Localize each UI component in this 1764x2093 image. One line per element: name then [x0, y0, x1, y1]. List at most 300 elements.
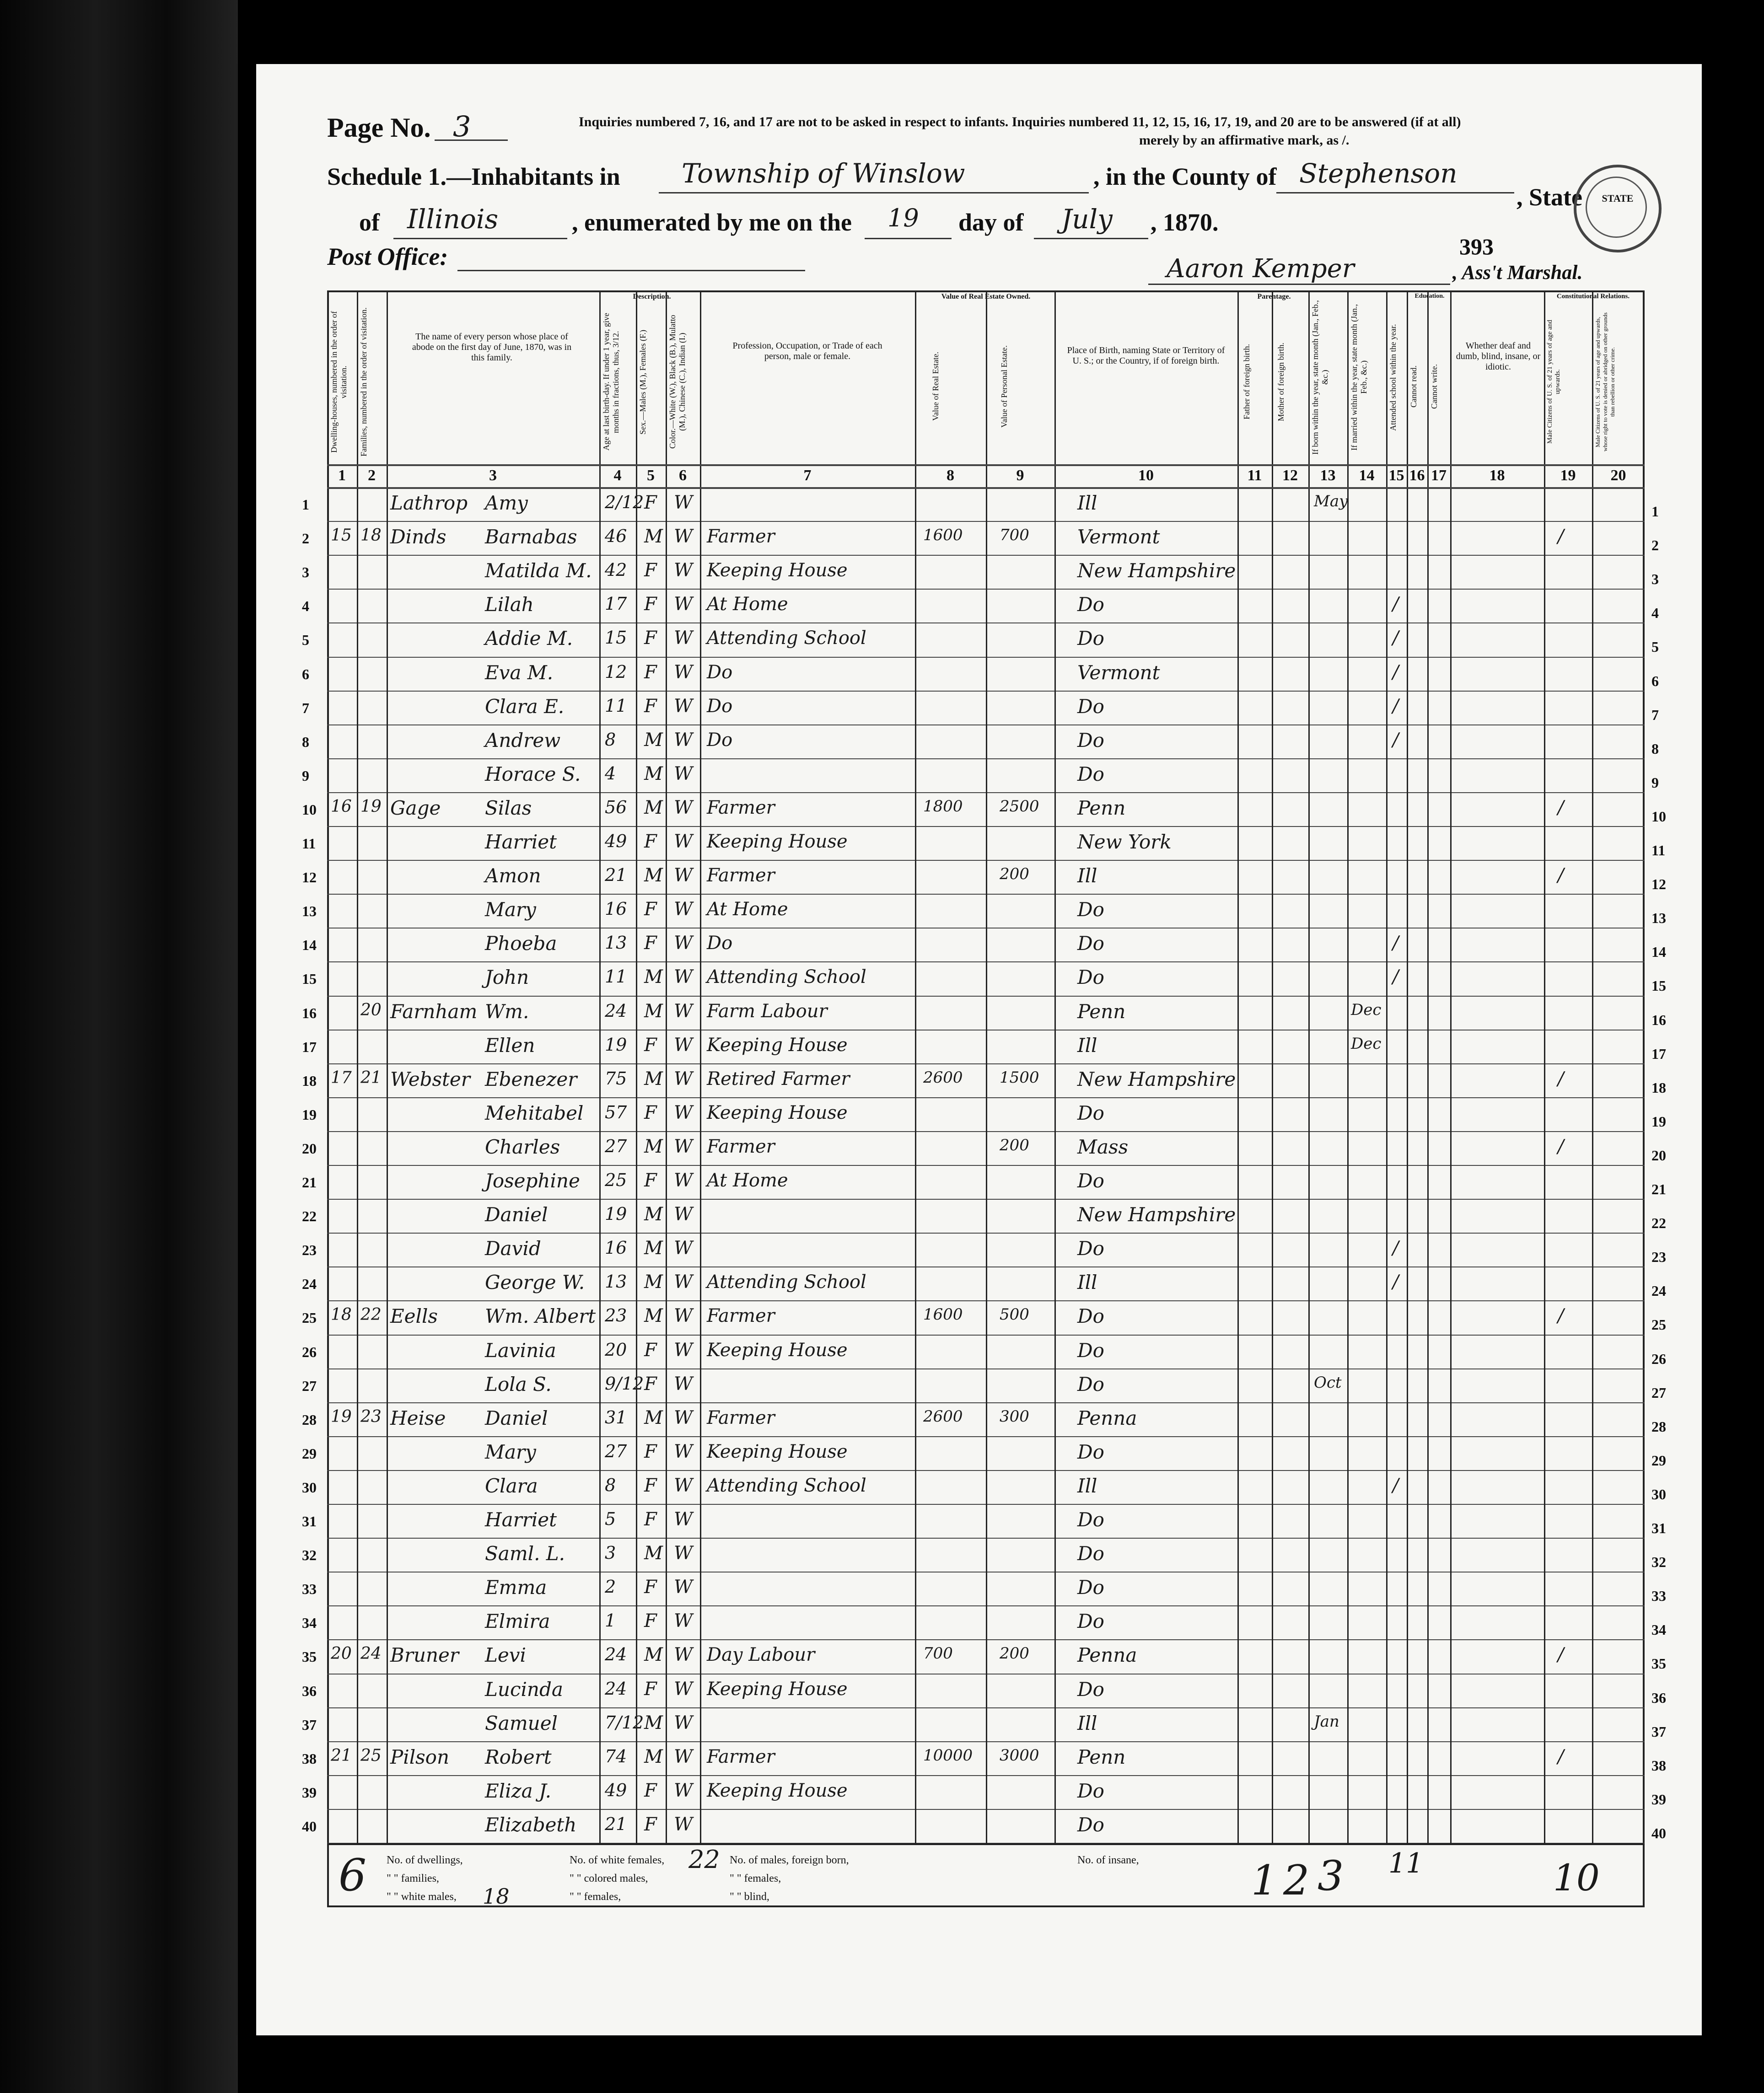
age: 49: [605, 1780, 627, 1800]
sex: F: [644, 560, 657, 581]
sex: F: [644, 492, 657, 513]
line-number-left: 29: [302, 1445, 317, 1462]
dwelling-number: 15: [331, 526, 352, 545]
line-number-left: 33: [302, 1581, 317, 1598]
column-number-17: 17: [1431, 467, 1447, 484]
age: 46: [605, 526, 627, 547]
occupation: Farmer: [707, 526, 775, 547]
age: 56: [605, 797, 627, 817]
birthplace: Ill: [1077, 1271, 1097, 1294]
line-number-right: 13: [1651, 910, 1666, 927]
given-name: John: [485, 966, 529, 989]
given-name: Lilah: [485, 593, 534, 616]
occupation: At Home: [707, 899, 788, 920]
color: W: [674, 1407, 693, 1428]
birthplace: Ill: [1077, 492, 1097, 514]
given-name: George W.: [485, 1271, 585, 1294]
given-name: Ebenezer: [485, 1068, 577, 1090]
col-header-sex: Sex.—Males (M.), Females (F.): [638, 329, 647, 435]
family-number: 22: [360, 1305, 382, 1325]
real-estate-value: 2600: [923, 1068, 963, 1087]
sex: M: [644, 966, 663, 988]
birthplace: New Hampshire: [1077, 1203, 1236, 1226]
age: 21: [605, 1814, 627, 1834]
color: W: [674, 492, 693, 513]
sex: M: [644, 797, 663, 818]
line-number-left: 25: [302, 1309, 317, 1326]
attended-school-mark: /: [1393, 628, 1399, 649]
of-label: of: [359, 209, 380, 236]
column-divider: [599, 290, 601, 1843]
instructions-line-1: Inquiries numbered 7, 16, and 17 are not to be asked in respect to infants. Inquiries numbered 11, 12, 15, 16, 17, 19, and 20 are to be answered (if at all): [579, 114, 1461, 129]
real-estate-value: 1600: [923, 1305, 963, 1324]
column-number-6: 6: [679, 467, 687, 484]
color: W: [674, 1170, 693, 1191]
dwelling-number: 18: [331, 1305, 352, 1325]
line-number-left: 5: [302, 632, 309, 649]
column-divider: [357, 290, 358, 1843]
col-header-constitutional: Constitutional Relations.: [1556, 293, 1630, 300]
line-number-right: 1: [1651, 503, 1659, 520]
line-number-left: 32: [302, 1547, 317, 1564]
birthplace: Do: [1077, 1678, 1104, 1701]
col-header-personal-estate: Value of Personal Estate.: [1000, 345, 1009, 428]
color: W: [674, 1543, 693, 1564]
occupation: Farmer: [707, 1136, 775, 1157]
given-name: Eliza J.: [485, 1779, 551, 1802]
occupation: Attending School: [707, 628, 866, 649]
given-name: Robert: [485, 1745, 552, 1768]
age: 24: [605, 1678, 627, 1699]
line-number-left: 10: [302, 801, 317, 818]
color: W: [674, 1136, 693, 1157]
age: 1: [605, 1610, 616, 1631]
line-number-left: 21: [302, 1174, 317, 1191]
header-divider: [327, 487, 1645, 489]
age: 25: [605, 1170, 627, 1190]
line-number-right: 27: [1651, 1384, 1666, 1401]
occupation: Day Labour: [707, 1644, 815, 1666]
age: 74: [605, 1746, 627, 1766]
line-number-right: 17: [1651, 1045, 1666, 1062]
col-header-education: Education.: [1414, 293, 1445, 300]
line-number-left: 22: [302, 1208, 317, 1225]
male-citizen-mark: /: [1558, 865, 1564, 886]
footer-families-label: " " families,: [387, 1873, 439, 1884]
personal-estate-value: 200: [1000, 1136, 1029, 1154]
line-number-right: 7: [1651, 706, 1659, 723]
line-number-left: 1: [302, 496, 309, 513]
age: 49: [605, 831, 627, 851]
footer-tally-mother-foreign: 2: [1283, 1857, 1310, 1905]
birthplace: Do: [1077, 1440, 1104, 1463]
sex: F: [644, 1373, 657, 1395]
age: 57: [605, 1102, 627, 1122]
column-divider: [1544, 290, 1545, 1843]
birthplace: Do: [1077, 1101, 1104, 1124]
occupation: Farmer: [707, 1407, 775, 1428]
birthplace: Penn: [1077, 1000, 1126, 1023]
line-number-left: 6: [302, 665, 309, 682]
male-citizen-mark: /: [1558, 1746, 1564, 1767]
occupation: Do: [707, 695, 733, 717]
color: W: [674, 1272, 693, 1293]
line-number-right: 6: [1651, 672, 1659, 689]
birthplace: Do: [1077, 1542, 1104, 1565]
age: 2/12: [605, 492, 644, 512]
column-number-10: 10: [1138, 467, 1154, 484]
birthplace: Do: [1077, 627, 1104, 650]
birthplace: Do: [1077, 966, 1104, 989]
birthplace: Do: [1077, 1779, 1104, 1802]
male-citizen-mark: /: [1558, 526, 1564, 547]
birthplace: Do: [1077, 729, 1104, 751]
real-estate-value: 700: [923, 1644, 953, 1663]
col-header-vote-denied: Male Citizens of U. S. of 21 years of age and upwards, whose right to vote is denied or abridged on other grounds than rebellion or other crime.: [1594, 312, 1616, 451]
birthplace: Do: [1077, 1305, 1104, 1328]
color: W: [674, 933, 693, 954]
color: W: [674, 1678, 693, 1700]
surname: Lathrop: [390, 492, 468, 514]
age: 19: [605, 1034, 627, 1055]
attended-school-mark: /: [1393, 695, 1399, 717]
real-estate-value: 1800: [923, 797, 963, 816]
age: 27: [605, 1441, 627, 1461]
footer-white-males-value: 18: [483, 1884, 510, 1909]
born-within-year-month: Oct: [1314, 1373, 1342, 1392]
occupation: At Home: [707, 1170, 788, 1191]
column-number-19: 19: [1560, 467, 1576, 484]
column-divider: [1427, 290, 1429, 1843]
column-number-20: 20: [1610, 467, 1626, 484]
occupation: Farmer: [707, 1305, 775, 1327]
column-number-4: 4: [613, 467, 622, 484]
line-number-left: 20: [302, 1140, 317, 1157]
day-value: 19: [887, 204, 919, 232]
column-divider: [1237, 290, 1239, 1843]
column-number-15: 15: [1388, 467, 1404, 484]
col-header-birthplace: Place of Birth, naming State or Territory of U. S.; or the Country, if of foreign birth.: [1067, 345, 1225, 366]
age: 75: [605, 1068, 627, 1089]
age: 27: [605, 1136, 627, 1156]
given-name: Saml. L.: [485, 1542, 565, 1565]
real-estate-value: 1600: [923, 526, 963, 545]
given-name: Samuel: [485, 1712, 558, 1734]
surname: Gage: [390, 796, 441, 819]
color: W: [674, 594, 693, 615]
birthplace: Do: [1077, 932, 1104, 955]
line-number-left: 28: [302, 1411, 317, 1428]
line-number-right: 25: [1651, 1316, 1666, 1333]
age: 15: [605, 628, 627, 648]
personal-estate-value: 500: [1000, 1305, 1029, 1324]
line-number-right: 38: [1651, 1757, 1666, 1774]
line-number-right: 30: [1651, 1486, 1666, 1503]
column-divider: [986, 290, 987, 1843]
dwelling-number: 17: [331, 1068, 352, 1087]
color: W: [674, 1475, 693, 1496]
line-number-right: 5: [1651, 639, 1659, 655]
occupation: Farmer: [707, 797, 775, 818]
line-number-right: 28: [1651, 1418, 1666, 1435]
color: W: [674, 1373, 693, 1395]
column-divider: [1592, 290, 1593, 1843]
col-header-dwelling: Dwelling-houses, numbered in the order of visitation.: [329, 311, 348, 453]
column-number-13: 13: [1320, 467, 1336, 484]
given-name: Emma: [485, 1576, 547, 1599]
birthplace: Do: [1077, 1373, 1104, 1395]
year-label: , 1870.: [1151, 209, 1219, 236]
col-header-cannot-read: Cannot read.: [1409, 365, 1418, 408]
attended-school-mark: /: [1393, 661, 1399, 683]
line-number-left: 13: [302, 903, 317, 920]
line-number-right: 18: [1651, 1079, 1666, 1096]
given-name: Wm.: [485, 1000, 529, 1023]
line-number-left: 7: [302, 699, 309, 716]
sex: F: [644, 1509, 657, 1530]
line-number-right: 2: [1651, 537, 1659, 554]
age: 11: [605, 966, 627, 987]
given-name: Addie M.: [485, 627, 573, 650]
col-header-name: The name of every person whose place of abode on the first day of June, 1870, was in this family.: [412, 332, 572, 363]
line-number-left: 4: [302, 598, 309, 615]
footer-tally-father-foreign: 1: [1251, 1857, 1278, 1905]
column-divider: [387, 290, 388, 1843]
sex: F: [644, 1678, 657, 1700]
color: W: [674, 628, 693, 649]
footer-tally-male-citizens: 10: [1553, 1857, 1600, 1899]
sex: M: [644, 1238, 663, 1259]
col-header-real-estate: Value of Real Estate.: [931, 352, 940, 421]
age: 8: [605, 1475, 616, 1495]
line-number-right: 16: [1651, 1011, 1666, 1028]
line-number-right: 15: [1651, 977, 1666, 994]
birthplace: Do: [1077, 1339, 1104, 1362]
age: 17: [605, 594, 627, 614]
age: 11: [605, 695, 627, 716]
occupation: Keeping House: [707, 560, 848, 581]
color: W: [674, 1441, 693, 1462]
archive-stamp: [1574, 165, 1662, 252]
given-name: Harriet: [485, 1508, 557, 1531]
line-number-left: 30: [302, 1479, 317, 1496]
column-divider: [1054, 290, 1056, 1843]
line-number-left: 35: [302, 1648, 317, 1665]
column-divider: [1407, 290, 1408, 1843]
census-footer: [327, 1843, 1645, 1909]
stamp-number: 393: [1459, 234, 1494, 259]
age: 20: [605, 1339, 627, 1360]
color: W: [674, 797, 693, 818]
stamp-label: STATE: [1602, 193, 1634, 204]
color: W: [674, 831, 693, 852]
color: W: [674, 763, 693, 784]
line-number-right: 33: [1651, 1588, 1666, 1605]
personal-estate-value: 200: [1000, 865, 1029, 884]
given-name: Mary: [485, 898, 536, 921]
line-number-right: 14: [1651, 944, 1666, 961]
line-number-right: 31: [1651, 1520, 1666, 1536]
surname: Dinds: [390, 526, 446, 548]
sex: F: [644, 661, 657, 683]
footer-tally-born-within-year: 3: [1318, 1852, 1344, 1900]
sex: F: [644, 1814, 657, 1835]
sex: M: [644, 1712, 663, 1733]
male-citizen-mark: /: [1558, 1644, 1564, 1666]
col-header-value: Value of Real Estate Owned.: [941, 293, 1031, 301]
family-number: 23: [360, 1407, 382, 1426]
occupation: Attending School: [707, 1272, 866, 1293]
birthplace: Penn: [1077, 796, 1126, 819]
sex: F: [644, 695, 657, 717]
line-number-left: 31: [302, 1513, 317, 1530]
column-number-11: 11: [1247, 467, 1262, 484]
age: 8: [605, 729, 616, 750]
given-name: Josephine: [485, 1170, 580, 1192]
occupation: Do: [707, 729, 733, 751]
born-within-year-month: Jan: [1314, 1712, 1339, 1731]
color: W: [674, 560, 693, 581]
given-name: Amon: [485, 864, 541, 887]
age: 31: [605, 1407, 627, 1428]
line-number-right: 34: [1651, 1621, 1666, 1638]
line-number-right: 4: [1651, 605, 1659, 622]
occupation: Keeping House: [707, 831, 848, 852]
col-header-family: Families, numbered in the order of visitation.: [359, 307, 368, 456]
attended-school-mark: /: [1393, 933, 1399, 954]
header-divider: [327, 464, 1645, 466]
dwelling-number: 16: [331, 797, 352, 816]
line-number-right: 9: [1651, 774, 1659, 791]
line-number-right: 21: [1651, 1181, 1666, 1197]
given-name: Lucinda: [485, 1678, 563, 1701]
personal-estate-value: 1500: [1000, 1068, 1039, 1087]
married-within-year-month: Dec: [1351, 1034, 1382, 1053]
given-name: Matilda M.: [485, 559, 592, 582]
sex: F: [644, 831, 657, 852]
given-name: Ellen: [485, 1034, 535, 1057]
col-header-attended-school: Attended school within the year.: [1388, 324, 1398, 431]
occupation: Keeping House: [707, 1678, 848, 1700]
county-value: Stephenson: [1299, 158, 1457, 189]
line-number-right: 39: [1651, 1791, 1666, 1808]
given-name: Charles: [485, 1135, 560, 1158]
family-number: 25: [360, 1746, 382, 1765]
column-number-2: 2: [368, 467, 376, 484]
column-divider: [1450, 290, 1452, 1843]
line-number-left: 36: [302, 1682, 317, 1699]
instructions-line-2: merely by an affirmative mark, as /.: [1139, 133, 1350, 148]
color: W: [674, 1509, 693, 1530]
given-name: David: [485, 1237, 541, 1260]
color: W: [674, 899, 693, 920]
color: W: [674, 1204, 693, 1225]
color: W: [674, 1000, 693, 1022]
sex: M: [644, 763, 663, 784]
birthplace: New York: [1077, 831, 1172, 853]
occupation: At Home: [707, 594, 788, 615]
color: W: [674, 1238, 693, 1259]
male-citizen-mark: /: [1558, 797, 1564, 818]
line-number-left: 15: [302, 971, 317, 987]
family-number: 18: [360, 526, 382, 545]
footer-dwellings-label: No. of dwellings,: [387, 1854, 463, 1866]
sex: M: [644, 526, 663, 547]
line-number-left: 17: [302, 1038, 317, 1055]
county-label: , in the County of: [1093, 163, 1277, 190]
attended-school-mark: /: [1393, 1272, 1399, 1293]
surname: Webster: [390, 1068, 470, 1090]
line-number-left: 34: [302, 1615, 317, 1631]
given-name: Lola S.: [485, 1373, 552, 1395]
state-label: , State: [1517, 183, 1582, 211]
line-number-right: 23: [1651, 1249, 1666, 1266]
line-number-left: 38: [302, 1750, 317, 1767]
line-number-left: 9: [302, 767, 309, 784]
given-name: Horace S.: [485, 762, 581, 785]
given-name: Eva M.: [485, 661, 554, 684]
personal-estate-value: 3000: [1000, 1746, 1039, 1765]
page-number-value: 3: [453, 110, 471, 143]
line-number-right: 10: [1651, 808, 1666, 825]
footer-females-label: " " females,: [730, 1873, 781, 1884]
birthplace: Ill: [1077, 1712, 1097, 1734]
line-number-right: 3: [1651, 571, 1659, 588]
color: W: [674, 1814, 693, 1835]
col-header-male-citizens: Male Citizens of U. S. of 21 years of age and upwards.: [1546, 320, 1561, 444]
attended-school-mark: /: [1393, 966, 1399, 988]
given-name: Phoeba: [485, 932, 557, 955]
marshal-label: , Ass't Marshal.: [1452, 261, 1583, 284]
given-name: Harriet: [485, 831, 557, 853]
birthplace: Do: [1077, 695, 1104, 718]
column-number-8: 8: [947, 467, 954, 484]
sex: F: [644, 1475, 657, 1496]
age: 23: [605, 1305, 627, 1326]
color: W: [674, 1034, 693, 1056]
footer-white-females-value: 22: [688, 1845, 720, 1874]
line-number-right: 32: [1651, 1554, 1666, 1571]
birthplace: Vermont: [1077, 526, 1160, 548]
sex: F: [644, 899, 657, 920]
col-header-color: Color.—White (W.), Black (B.), Mulatto (M.), Chinese (C.), Indian (I.): [668, 315, 687, 449]
column-number-14: 14: [1359, 467, 1375, 484]
column-divider: [636, 290, 637, 1843]
line-number-left: 26: [302, 1343, 317, 1360]
age: 24: [605, 1644, 627, 1665]
age: 2: [605, 1577, 616, 1597]
birthplace: Ill: [1077, 864, 1097, 887]
given-name: Lavinia: [485, 1339, 556, 1362]
column-divider: [1272, 290, 1273, 1843]
occupation: Farmer: [707, 1746, 775, 1767]
sex: F: [644, 933, 657, 954]
birthplace: Ill: [1077, 1034, 1097, 1057]
line-number-left: 23: [302, 1242, 317, 1259]
given-name: Mehitabel: [485, 1101, 584, 1124]
line-number-left: 11: [302, 835, 316, 852]
age: 42: [605, 560, 627, 580]
birthplace: Penna: [1077, 1406, 1137, 1429]
line-number-right: 36: [1651, 1689, 1666, 1706]
family-number: 19: [360, 797, 382, 816]
col-header-mother-foreign: Mother of foreign birth.: [1276, 343, 1285, 421]
line-number-right: 35: [1651, 1655, 1666, 1672]
personal-estate-value: 200: [1000, 1644, 1029, 1663]
occupation: Attending School: [707, 1475, 866, 1496]
column-divider: [1386, 290, 1388, 1843]
day-of-label: day of: [958, 209, 1024, 236]
